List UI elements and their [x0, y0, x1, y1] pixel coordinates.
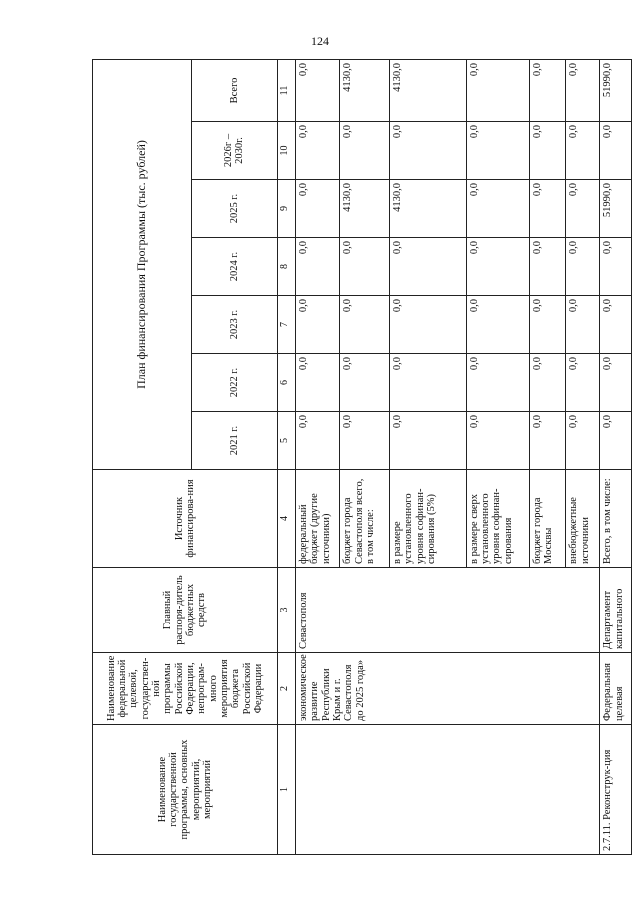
value-cell: 0,0	[296, 412, 340, 470]
value-cell: 0,0	[566, 412, 600, 470]
index-cell: 4	[278, 470, 296, 568]
value-cell: 0,0	[389, 122, 466, 180]
index-cell: 3	[278, 568, 296, 653]
source-cell: федеральный бюджет (другие источники)	[296, 470, 340, 568]
value-cell: 4130,0	[340, 59, 390, 121]
value-cell: 0,0	[389, 354, 466, 412]
header-year-2025: 2025 г.	[191, 180, 277, 238]
value-cell: 0,0	[466, 180, 529, 238]
value-cell: 0,0	[566, 122, 600, 180]
value-cell: 0,0	[340, 122, 390, 180]
index-cell: 9	[278, 180, 296, 238]
value-cell: 0,0	[566, 180, 600, 238]
value-cell: 0,0	[466, 238, 529, 296]
value-cell: 0,0	[530, 296, 566, 354]
index-cell: 10	[278, 122, 296, 180]
value-cell: 0,0	[530, 122, 566, 180]
header-funding-source: Источник финансирова-ния	[93, 470, 278, 568]
header-year-2024: 2024 г.	[191, 238, 277, 296]
value-cell: 0,0	[530, 59, 566, 121]
value-cell: 0,0	[566, 59, 600, 121]
index-row	[278, 59, 296, 854]
block1-federal-program-cell: экономическое развитие Республики Крым и г. Севастополя до 2025 года»	[296, 653, 600, 725]
value-cell: 0,0	[600, 412, 632, 470]
value-cell: 0,0	[600, 122, 632, 180]
source-cell: в размере сверх установленного уровня софинан-сирования	[466, 470, 529, 568]
value-cell: 4130,0	[340, 180, 390, 238]
index-cell: 1	[278, 725, 296, 855]
value-cell: 0,0	[600, 238, 632, 296]
value-cell: 0,0	[296, 59, 340, 121]
value-cell: 0,0	[566, 354, 600, 412]
value-cell: 0,0	[600, 296, 632, 354]
value-cell: 0,0	[389, 296, 466, 354]
source-cell: Всего, в том числе:	[600, 470, 632, 568]
index-cell: 8	[278, 238, 296, 296]
value-cell: 0,0	[296, 296, 340, 354]
value-cell: 0,0	[389, 412, 466, 470]
value-cell: 0,0	[466, 296, 529, 354]
header-total: Всего	[191, 59, 277, 121]
value-cell: 4130,0	[389, 59, 466, 121]
header-plan-title: План финансирования Программы (тыс. рублей)	[93, 59, 192, 469]
header-program-name: Наименование государственной программы, основных мероприятий, мероприятий	[93, 725, 278, 855]
header-year-2021: 2021 г.	[191, 412, 277, 470]
block2-manager-cell: Департамент капитального	[600, 568, 632, 653]
source-cell: бюджет города Севастополя всего, в том числе:	[340, 470, 390, 568]
source-cell: внебюджетные источники	[566, 470, 600, 568]
page-number: 124	[311, 34, 329, 48]
table-row	[600, 59, 632, 854]
index-cell: 11	[278, 59, 296, 121]
source-cell: в размере установленного уровня софинан-сирования (5%)	[389, 470, 466, 568]
financing-table	[92, 59, 632, 855]
value-cell: 0,0	[530, 180, 566, 238]
block1-program-cell	[296, 725, 600, 855]
value-cell: 51990,0	[600, 180, 632, 238]
header-year-2022: 2022 г.	[191, 354, 277, 412]
block2-program-cell: 2.7.11. Реконструк-ция	[600, 725, 632, 855]
value-cell: 0,0	[600, 354, 632, 412]
header-federal-program: Наименование федеральной целевой, государствен-ной программы Российской Федерации, непрограм-много мероприятия бюджета Российской Федерации	[93, 653, 278, 725]
value-cell: 0,0	[466, 412, 529, 470]
value-cell: 51990,0	[600, 59, 632, 121]
value-cell: 0,0	[389, 238, 466, 296]
value-cell: 0,0	[530, 238, 566, 296]
header-year-2023: 2023 г.	[191, 296, 277, 354]
value-cell: 0,0	[296, 180, 340, 238]
value-cell: 0,0	[340, 238, 390, 296]
block2-federal-program-cell: Федеральная целевая	[600, 653, 632, 725]
block1-manager-cell: Севастополя	[296, 568, 600, 653]
table-row	[296, 59, 340, 854]
value-cell: 0,0	[466, 354, 529, 412]
value-cell: 0,0	[340, 412, 390, 470]
value-cell: 0,0	[296, 122, 340, 180]
value-cell: 0,0	[466, 122, 529, 180]
value-cell: 0,0	[466, 59, 529, 121]
value-cell: 0,0	[340, 296, 390, 354]
value-cell: 0,0	[340, 354, 390, 412]
value-cell: 0,0	[530, 354, 566, 412]
value-cell: 0,0	[296, 354, 340, 412]
value-cell: 0,0	[530, 412, 566, 470]
value-cell: 0,0	[296, 238, 340, 296]
index-cell: 6	[278, 354, 296, 412]
index-cell: 7	[278, 296, 296, 354]
source-cell: бюджет города Москвы	[530, 470, 566, 568]
index-cell: 5	[278, 412, 296, 470]
index-cell: 2	[278, 653, 296, 725]
financing-table-rotated	[92, 60, 632, 855]
header-year-2026-2030: 2026г – 2030г.	[191, 122, 277, 180]
value-cell: 0,0	[566, 238, 600, 296]
value-cell: 0,0	[566, 296, 600, 354]
value-cell: 4130,0	[389, 180, 466, 238]
header-budget-manager: Главный распоря-дитель бюджетных средств	[93, 568, 278, 653]
